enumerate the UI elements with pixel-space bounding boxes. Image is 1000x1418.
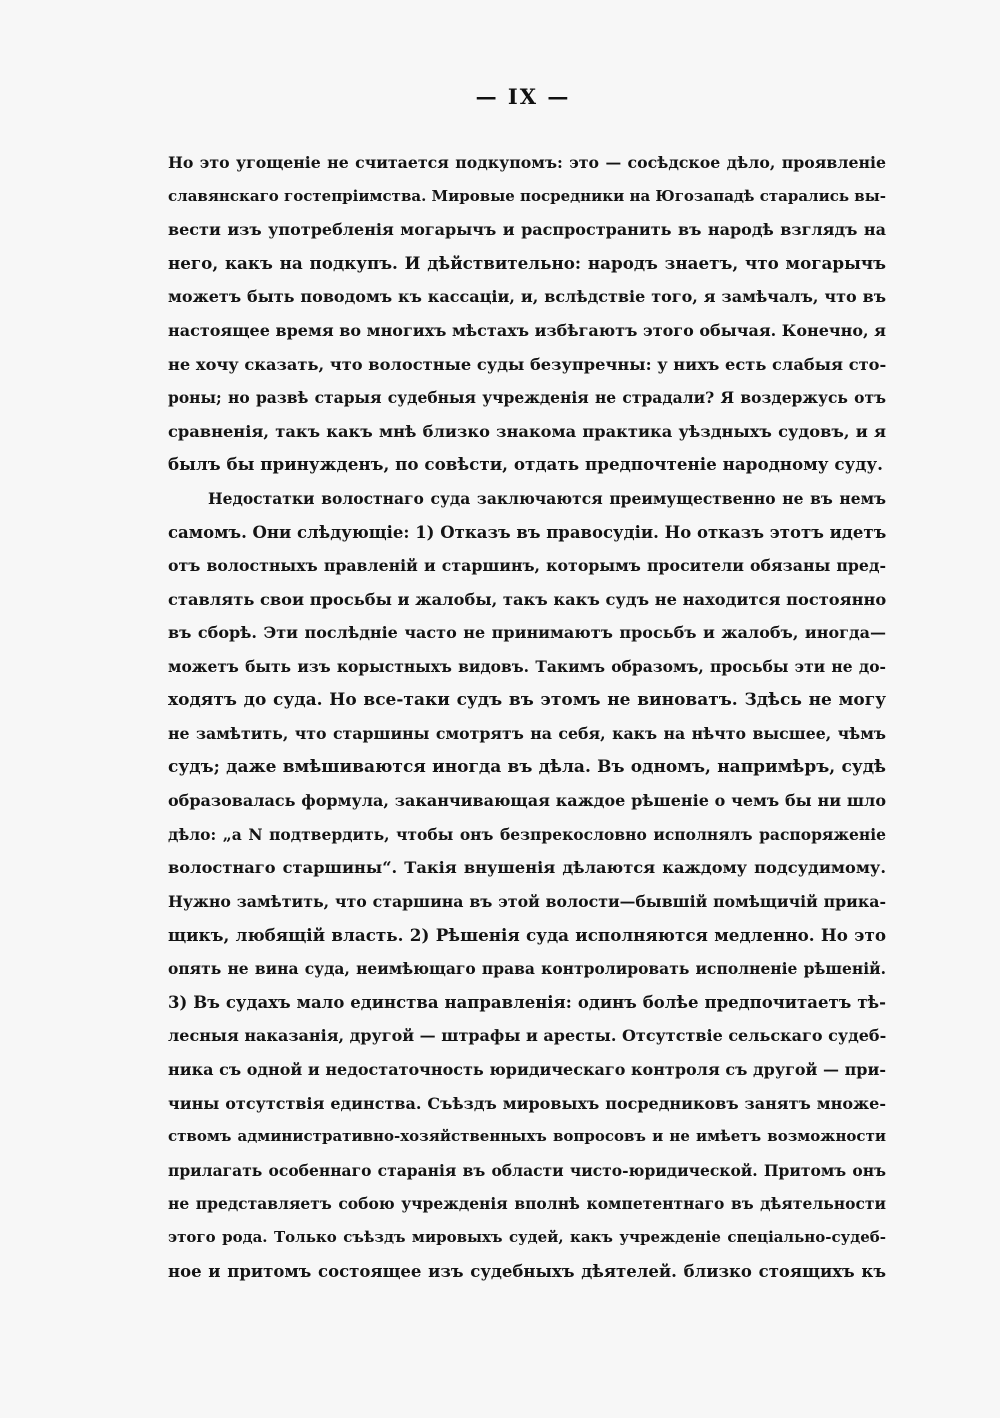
text-line: сравненія, такъ какъ мнѣ близко знакома практика уѣздныхъ судовъ, и я [168,421,886,441]
body-text [168,146,886,1288]
text-line: не хочу сказать, что волостные суды безупречны: у нихъ есть слабыя сто- [168,354,887,374]
text-line: не представляетъ собою учрежденія вполнѣ компетентнаго въ дѣятельности [168,1194,886,1214]
text-line: щикъ, любящій власть. 2) Рѣшенія суда исполняются медленно. Но это [168,924,886,945]
text-line: лесныя наказанія, другой — штрафы и аресты. Отсутствіе сельскаго судеб- [168,1026,887,1046]
text-line: 3) Въ судахъ мало единства направленія: одинъ болѣе предпочитаетъ тѣ- [168,992,886,1012]
paragraph-1 [168,146,886,482]
text-line: ника съ одной и недостаточность юридическаго контроля съ другой — при- [168,1060,886,1080]
text-line: ставлять свои просьбы и жалобы, такъ какъ судъ не находится постоянно [168,589,887,609]
text-line: Недостатки волостнаго суда заключаются преимущественно не въ немъ [208,488,886,508]
text-line: судъ; даже вмѣшиваются иногда въ дѣла. Въ одномъ, напримѣръ, судѣ [168,756,886,777]
text-line: можетъ быть поводомъ къ кассаціи, и, вслѣдствіе того, я замѣчалъ, что въ [168,287,886,307]
text-line: ходятъ до суда. Но все-таки судъ въ этомъ не виноватъ. Здѣсь не могу [168,689,886,710]
text-line: этого рода. Только съѣздъ мировыхъ судей, какъ учрежденіе спеціально-судеб- [168,1228,886,1246]
text-line: славянскаго гостепріимства. Мировые посредники на Югозападѣ старались вы- [168,186,886,205]
text-line: Нужно замѣтить, что старшина въ этой волости—бывшій помѣщичій прика- [168,892,886,912]
text-line: дѣло: „а N подтвердить, чтобы онъ безпрекословно исполнялъ распоряженіе [168,824,886,844]
text-line: него, какъ на подкупъ. И дѣйствительно: народъ знаетъ, что могарычъ [168,252,886,273]
text-line: волостнаго старшины“. Такія внушенія дѣлаются каждому подсудимому. [168,858,886,878]
text-line: настоящее время во многихъ мѣстахъ избѣгаютъ этого обычая. Конечно, я [168,320,886,340]
text-line: ствомъ административно-хозяйственныхъ вопросовъ и не имѣетъ возможности [168,1127,886,1146]
text-line: ное и притомъ состоящее изъ судебныхъ дѣятелей. близко стоящихъ къ [168,1261,886,1281]
text-line: опять не вина суда, неимѣющаго права контролировать исполненіе рѣшеній. [168,959,886,979]
text-line: былъ бы принужденъ, по совѣсти, отдать предпочтеніе народному суду. [168,454,883,475]
paragraph-2 [168,482,886,1288]
text-line: прилагать особеннаго старанія въ области чисто-юридической. Притомъ онъ [168,1160,886,1180]
text-line: не замѣтить, что старшины смотрятъ на себя, какъ на нѣчто высшее, чѣмъ [168,724,886,744]
text-line: самомъ. Они слѣдующіе: 1) Отказъ въ правосудіи. Но отказъ этотъ идетъ [168,522,887,542]
text-line: Но это угощеніе не считается подкупомъ: это — сосѣдское дѣло, проявленіе [168,153,886,172]
text-line: можетъ быть изъ корыстныхъ видовъ. Такимъ образомъ, просьбы эти не до- [168,656,886,676]
text-line: образовалась формула, заканчивающая каждое рѣшеніе о чемъ бы ни шло [168,791,886,811]
text-line: въ сборѣ. Эти послѣдніе часто не принимаютъ просьбъ и жалобъ, иногда— [168,623,886,643]
text-line: отъ волостныхъ правленій и старшинъ, которымъ просители обязаны пред- [168,556,886,576]
page-number: — IX — [475,84,571,109]
text-line: чины отсутствія единства. Съѣздъ мировыхъ посредниковъ занятъ множе- [168,1093,886,1113]
text-line: вести изъ употребленія могарычъ и распространить въ народѣ взглядъ на [168,220,886,240]
text-line: роны; но развѣ старыя судебныя учрежденія не страдали? Я воздержусь отъ [168,388,886,408]
